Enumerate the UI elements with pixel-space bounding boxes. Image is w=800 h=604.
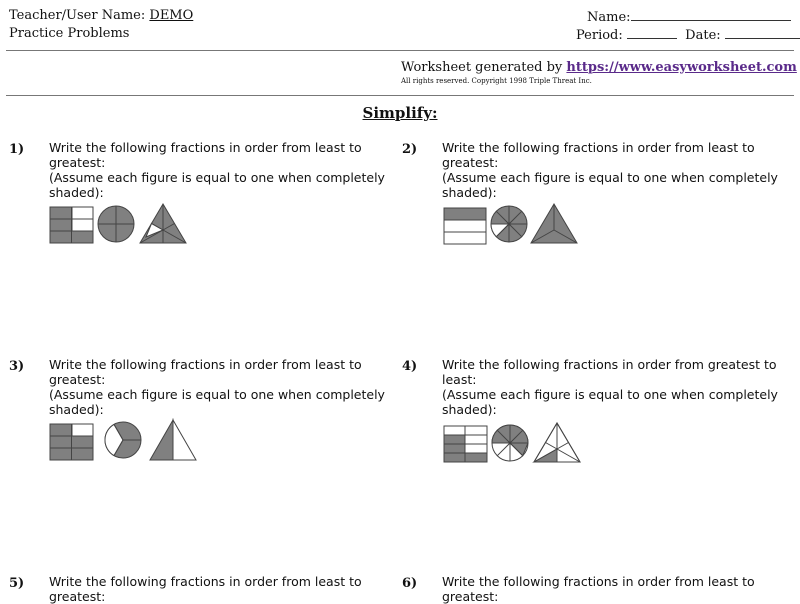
fraction-figures xyxy=(49,202,189,246)
fraction-figures xyxy=(443,419,593,465)
period-label: Period: xyxy=(576,28,623,43)
question-text: Write the following fractions in order from least to greatest: xyxy=(49,140,362,170)
generated-by-text: Worksheet generated by xyxy=(401,60,563,75)
fraction-figures xyxy=(442,202,582,246)
question-note: (Assume each figure is equal to one when completely shaded): xyxy=(442,170,778,200)
problem-number: 5) xyxy=(9,576,25,591)
teacher-name xyxy=(9,8,193,23)
question-text: Write the following fractions in order from greatest to least: xyxy=(442,357,777,387)
site-link[interactable]: https://www.easyworksheet.com xyxy=(566,60,797,75)
problem-number: 6) xyxy=(402,576,418,591)
question-note: (Assume each figure is equal to one when completely shaded): xyxy=(49,170,385,200)
fraction-figures xyxy=(49,418,199,464)
name-label: Name: xyxy=(587,10,631,25)
problem-2 xyxy=(442,140,787,200)
period-date-fields[interactable] xyxy=(576,26,800,43)
page-title: Simplify: xyxy=(362,104,438,122)
problem-number: 2) xyxy=(402,142,418,157)
copyright: All rights reserved. Copyright 1998 Triple Threat Inc. xyxy=(401,77,592,85)
problem-number: 1) xyxy=(9,142,25,157)
subtitle: Practice Problems xyxy=(9,26,130,41)
question-text: Write the following fractions in order from least to greatest: xyxy=(442,140,755,170)
generated-by xyxy=(401,60,797,75)
divider xyxy=(6,50,794,51)
teacher-value: DEMO xyxy=(149,8,194,23)
problem-6: Write the following fractions in order from least to greatest: xyxy=(442,574,755,604)
problem-number: 3) xyxy=(9,359,25,374)
name-field[interactable] xyxy=(587,8,791,25)
question-note: (Assume each figure is equal to one when completely shaded): xyxy=(442,387,778,417)
problem-number: 4) xyxy=(402,359,418,374)
question-text: Write the following fractions in order from least to greatest: xyxy=(49,357,362,387)
problem-1 xyxy=(49,140,394,200)
problem-5: Write the following fractions in order from least to greatest: xyxy=(49,574,362,604)
date-label: Date: xyxy=(685,28,721,43)
question-note: (Assume each figure is equal to one when completely shaded): xyxy=(49,387,385,417)
problem-4 xyxy=(442,357,787,417)
problem-3 xyxy=(49,357,394,417)
divider xyxy=(6,95,794,96)
teacher-label: Teacher/User Name: xyxy=(9,8,146,23)
